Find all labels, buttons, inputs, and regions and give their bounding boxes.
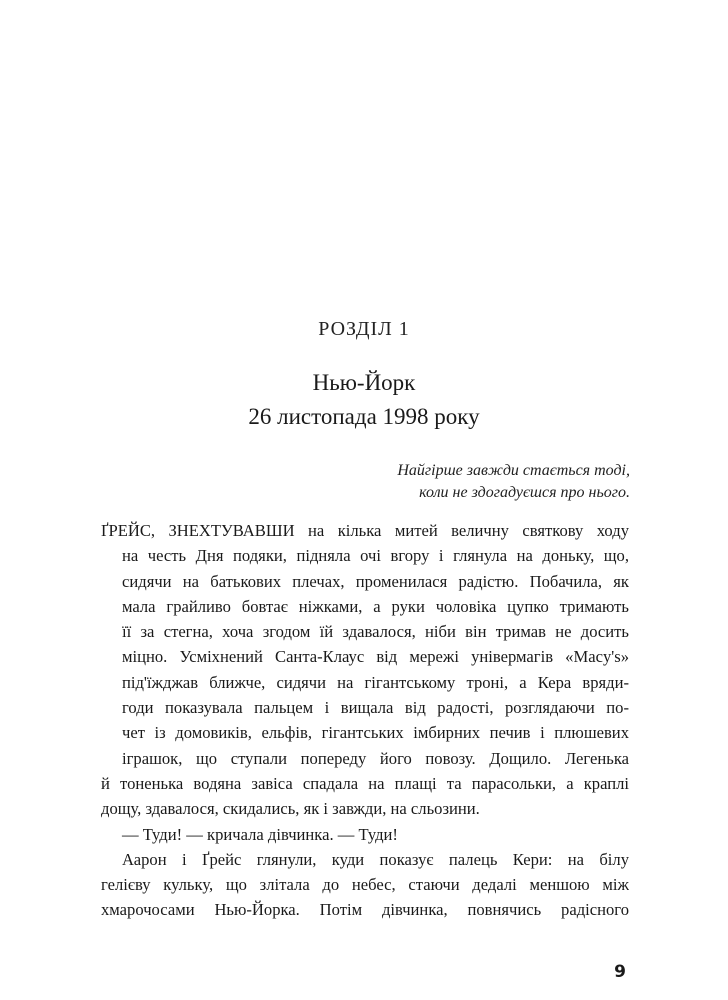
body-text	[101, 518, 629, 923]
text-line: дощу, здавалося, скидались, як і завжди, на сльозини.	[101, 799, 480, 819]
text-line: міцно. Усміхнений Санта-Клаус від мережі універмагів «Macy's»	[122, 647, 629, 667]
text-line: на честь Дня подяки, підняла очі вгору і глянула на доньку, що,	[122, 546, 629, 566]
page-number: 9	[614, 962, 626, 982]
text-line: й тоненька водяна завіса спадала на плащі та парасольки, а краплі	[101, 773, 629, 793]
text-line: ҐРЕЙС, ЗНЕХТУВАВШИ на кілька митей величну святкову ходу	[101, 521, 629, 540]
text-line: сидячи на батькових плечах, променилася радістю. Побачила, як	[122, 571, 629, 591]
chapter-place: Нью-Йорк	[312, 370, 416, 395]
epigraph-line: коли не здогадуєшся про нього.	[419, 484, 630, 501]
text-line: годи показувала пальцем і вищала від радості, розглядаючи по-	[122, 698, 629, 718]
text-line: Аарон і Ґрейс глянули, куди показує палець Кери: на білу	[122, 849, 629, 869]
epigraph	[397, 460, 630, 504]
text-line: під'їжджав ближче, сидячи на гігантському троні, а Кера вряди-	[122, 672, 629, 692]
chapter-label: РОЗДІЛ 1	[318, 318, 410, 340]
text-line: її за стегна, хоча згодом їй здавалося, ніби він тримав не досить	[122, 622, 629, 642]
text-line: гелієву кульку, що злітала до небес, стаючи дедалі меншою між	[101, 875, 629, 895]
text-line: мала грайливо бовтає ніжками, а руки чоловіка цупко тримають	[122, 596, 629, 616]
dialogue-line: — Туди! — кричала дівчинка. — Туди!	[122, 824, 398, 844]
chapter-date: 26 листопада 1998 року	[248, 404, 480, 429]
text-line: чет із домовиків, ельфів, гігантських імбирних печив і плюшевих	[122, 723, 629, 743]
text-line: іграшок, що ступали попереду його повозу. Дощило. Легенька	[122, 748, 629, 768]
epigraph-line: Найгірше завжди стається тоді,	[397, 462, 630, 479]
text-line: хмарочосами Нью-Йорка. Потім дівчинка, повнячись радісного	[101, 900, 629, 920]
